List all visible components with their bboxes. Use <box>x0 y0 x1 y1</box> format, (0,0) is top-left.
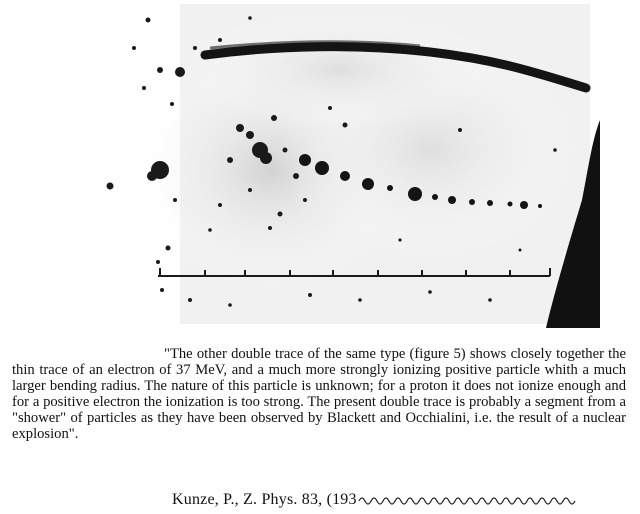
citation <box>172 491 587 509</box>
photograph-image <box>100 0 600 328</box>
quote-paragraph: "The other double trace of the same type (figure 5) shows closely together the thin trace of an electron of 37 MeV, and a much more strongly ionizing positive particle whith a much larger bending radius. The nature of this particle is unknown; for a proton it does not ionize enough and for a positive electron the ionization is too strong. The present double trace is probably a segment from a "shower" of particles as they have been observed by Blackett and Occhialini, i.e. the result of a nuclear explosion". <box>12 346 626 443</box>
cloud-chamber-photograph <box>100 0 600 328</box>
illegible-scribble <box>357 494 587 506</box>
citation-text: Kunze, P., Z. Phys. 83, (193 <box>172 491 357 508</box>
